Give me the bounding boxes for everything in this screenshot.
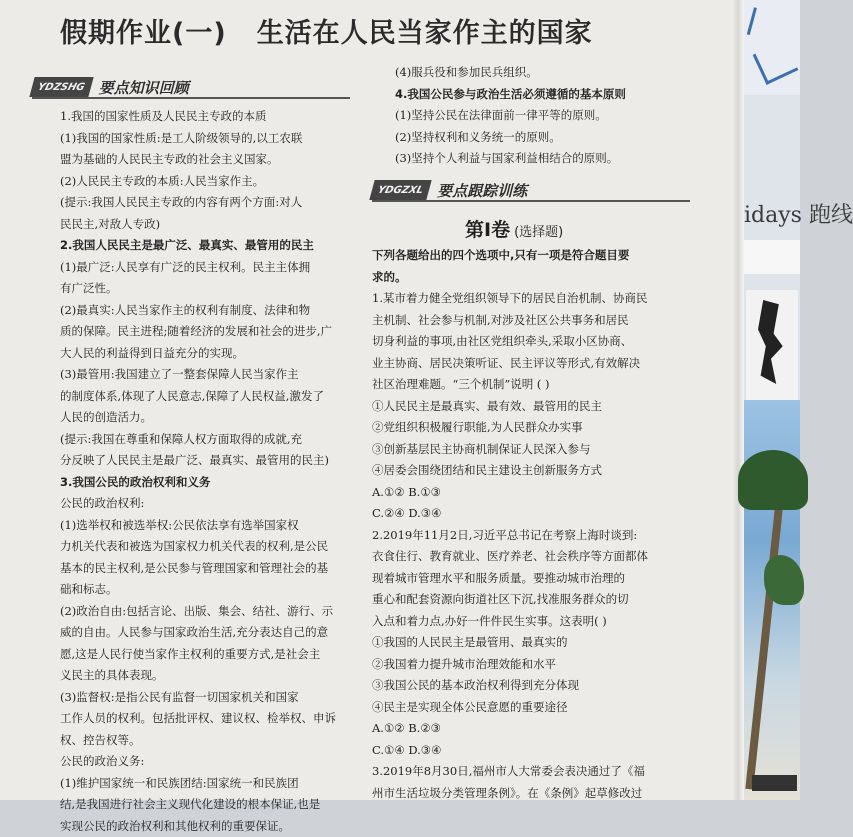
text-line: C.②④ D.③④ — [372, 503, 687, 525]
text-line: A.①② B.①③ — [372, 482, 687, 504]
right-column-questions — [372, 245, 687, 804]
title-part2: 生活在人民当家作主的国家 — [257, 11, 593, 50]
text-line: 切身利益的事项,由社区党组织牵头,采取小区协商、 — [372, 331, 687, 353]
text-line: ④居委会围绕团结和民主建设主创新服务方式 — [372, 460, 687, 482]
text-line: (2)最真实:人民当家作主的权利有制度、法律和物 — [60, 300, 355, 322]
text-line: 社区治理难题。“三个机制”说明 ( ) — [372, 374, 687, 396]
text-line: 主机制、社会参与机制,对涉及社区公共事务和居民 — [372, 310, 687, 332]
text-line: 2.2019年11月2日,习近平总书记在考察上海时谈到: — [372, 525, 687, 547]
text-line: 础和标志。 — [60, 579, 355, 601]
text-line: ③我国公民的基本政治权利得到充分体现 — [372, 675, 687, 697]
text-line: 3.我国公民的政治权利和义务 — [60, 472, 355, 494]
text-line: 现着城市管理水平和服务质量。要推动城市治理的 — [372, 568, 687, 590]
text-line: ③创新基层民主协商机制保证人民深入参与 — [372, 439, 687, 461]
text-line: (1)选举权和被选举权:公民依法享有选举国家权 — [60, 515, 355, 537]
text-line: 力机关代表和被选为国家权力机关代表的权利,是公民 — [60, 536, 355, 558]
right-column-continued — [395, 62, 675, 170]
text-line: (2)人民民主专政的本质:人民当家作主。 — [60, 171, 355, 193]
section-banner-practice — [372, 178, 690, 202]
text-line: ①人民民主是最真实、最有效、最管用的民主 — [372, 396, 687, 418]
text-line: ①我国的人民民主是最管用、最真实的 — [372, 632, 687, 654]
text-line: 基本的民主权利,是公民参与管理国家和管理社会的基 — [60, 558, 355, 580]
divider — [32, 97, 350, 99]
text-line: C.①④ D.③④ — [372, 740, 687, 762]
text-line: (1)最广泛:人民享有广泛的民主权利。民主主体拥 — [60, 257, 355, 279]
paper-title-sub: (选择题) — [514, 221, 563, 240]
text-line: 3.2019年8月30日,福州市人大常委会表决通过了《福 — [372, 761, 687, 783]
text-line: ②我国着力提升城市治理效能和水平 — [372, 654, 687, 676]
section-tag: YDGZXL — [369, 180, 431, 200]
text-line: 愿,这是人民行使当家作主权利的重要方式,是社会主 — [60, 644, 355, 666]
text-line: 工作人员的权利。包括批评权、建议权、检举权、申诉 — [60, 708, 355, 730]
text-line: 的制度体系,体现了人民意志,保障了人民权益,激发了 — [60, 386, 355, 408]
divider — [372, 200, 690, 202]
text-line: 求的。 — [372, 267, 687, 289]
text-line: (2)政治自由:包括言论、出版、集会、结社、游行、示 — [60, 601, 355, 623]
text-line: 权、控告权等。 — [60, 730, 355, 752]
section-heading: 要点跟踪训练 — [437, 180, 527, 201]
text-line: 盟为基础的人民民主专政的社会主义国家。 — [60, 149, 355, 171]
adjacent-book-edge — [744, 0, 800, 800]
text-line: 入点和着力点,办好一件件民生实事。这表明( ) — [372, 611, 687, 633]
text-line: 1.我国的国家性质及人民民主专政的本质 — [60, 106, 355, 128]
text-line: 实现公民的政治权利和其他权利的重要保证。 — [60, 816, 355, 837]
title-part1: 假期作业(一) — [60, 11, 227, 50]
text-line: 民民主,对敌人专政) — [60, 214, 355, 236]
text-line: (1)坚持公民在法律面前一律平等的原则。 — [395, 105, 675, 127]
text-line: 衣食住行、教育就业、医疗养老、社会秩序等方面都体 — [372, 546, 687, 568]
text-line: (2)坚持权利和义务统一的原则。 — [395, 127, 675, 149]
text-line: A.①② B.②③ — [372, 718, 687, 740]
text-line: (提示:我国人民民主专政的内容有两个方面:对人 — [60, 192, 355, 214]
paper-title-main: 第Ⅰ卷 — [465, 215, 510, 242]
text-line: 大人民的利益得到日益充分的实现。 — [60, 343, 355, 365]
text-line: 有广泛性。 — [60, 278, 355, 300]
section-heading: 要点知识回顾 — [99, 77, 189, 98]
section-banner-knowledge-review — [32, 75, 350, 99]
text-line: 4.我国公民参与政治生活必须遵循的基本原则 — [395, 84, 675, 106]
paper-section-title — [465, 215, 563, 241]
text-line: 1.某市着力健全党组织领导下的居民自治机制、协商民 — [372, 288, 687, 310]
text-line: (1)维护国家统一和民族团结:国家统一和民族团 — [60, 773, 355, 795]
page-edge — [734, 0, 744, 800]
text-line: (1)我国的国家性质:是工人阶级领导的,以工农联 — [60, 128, 355, 150]
text-line: (4)服兵役和参加民兵组织。 — [395, 62, 675, 84]
text-line: 质的保障。民主进程;随着经济的发展和社会的进步,广 — [60, 321, 355, 343]
text-line: 公民的政治权利: — [60, 493, 355, 515]
text-line: 人民的创造活力。 — [60, 407, 355, 429]
cover-strip — [744, 240, 800, 274]
section-tag: YDZSHG — [29, 77, 93, 97]
cover-dark-strip — [752, 775, 797, 791]
text-line: 下列各题给出的四个选项中,只有一项是符合题目要 — [372, 245, 687, 267]
text-line: (提示:我国在尊重和保障人权方面取得的成就,充 — [60, 429, 355, 451]
cover-text-fragment: idays 跑线 — [744, 198, 800, 234]
text-line: 结,是我国进行社会主义现代化建设的根本保证,也是 — [60, 794, 355, 816]
text-line: 业主协商、居民决策听证、民主评议等形式,有效解决 — [372, 353, 687, 375]
page-title — [60, 10, 700, 50]
text-line: 公民的政治义务: — [60, 751, 355, 773]
text-line: 威的自由。人民参与国家政治生活,充分表达自己的意 — [60, 622, 355, 644]
text-line: 2.我国人民民主是最广泛、最真实、最管用的民主 — [60, 235, 355, 257]
text-line: 重心和配套资源向街道社区下沉,找准服务群众的切 — [372, 589, 687, 611]
text-line: 分反映了人民民主是最广泛、最真实、最管用的民主) — [60, 450, 355, 472]
text-line: (3)坚持个人利益与国家利益相结合的原则。 — [395, 148, 675, 170]
text-line: (3)监督权:是指公民有监督一切国家机关和国家 — [60, 687, 355, 709]
text-line: (3)最管用:我国建立了一整套保障人民当家作主 — [60, 364, 355, 386]
text-line: ④民主是实现全体公民意愿的重要途径 — [372, 697, 687, 719]
text-line: 义民主的具体表现。 — [60, 665, 355, 687]
text-line: 州市生活垃圾分类管理条例》。在《条例》起草修改过 — [372, 783, 687, 805]
palm-leaves — [738, 450, 808, 510]
text-line: ②党组织积极履行职能,为人民群众办实事 — [372, 417, 687, 439]
left-column — [60, 106, 355, 837]
